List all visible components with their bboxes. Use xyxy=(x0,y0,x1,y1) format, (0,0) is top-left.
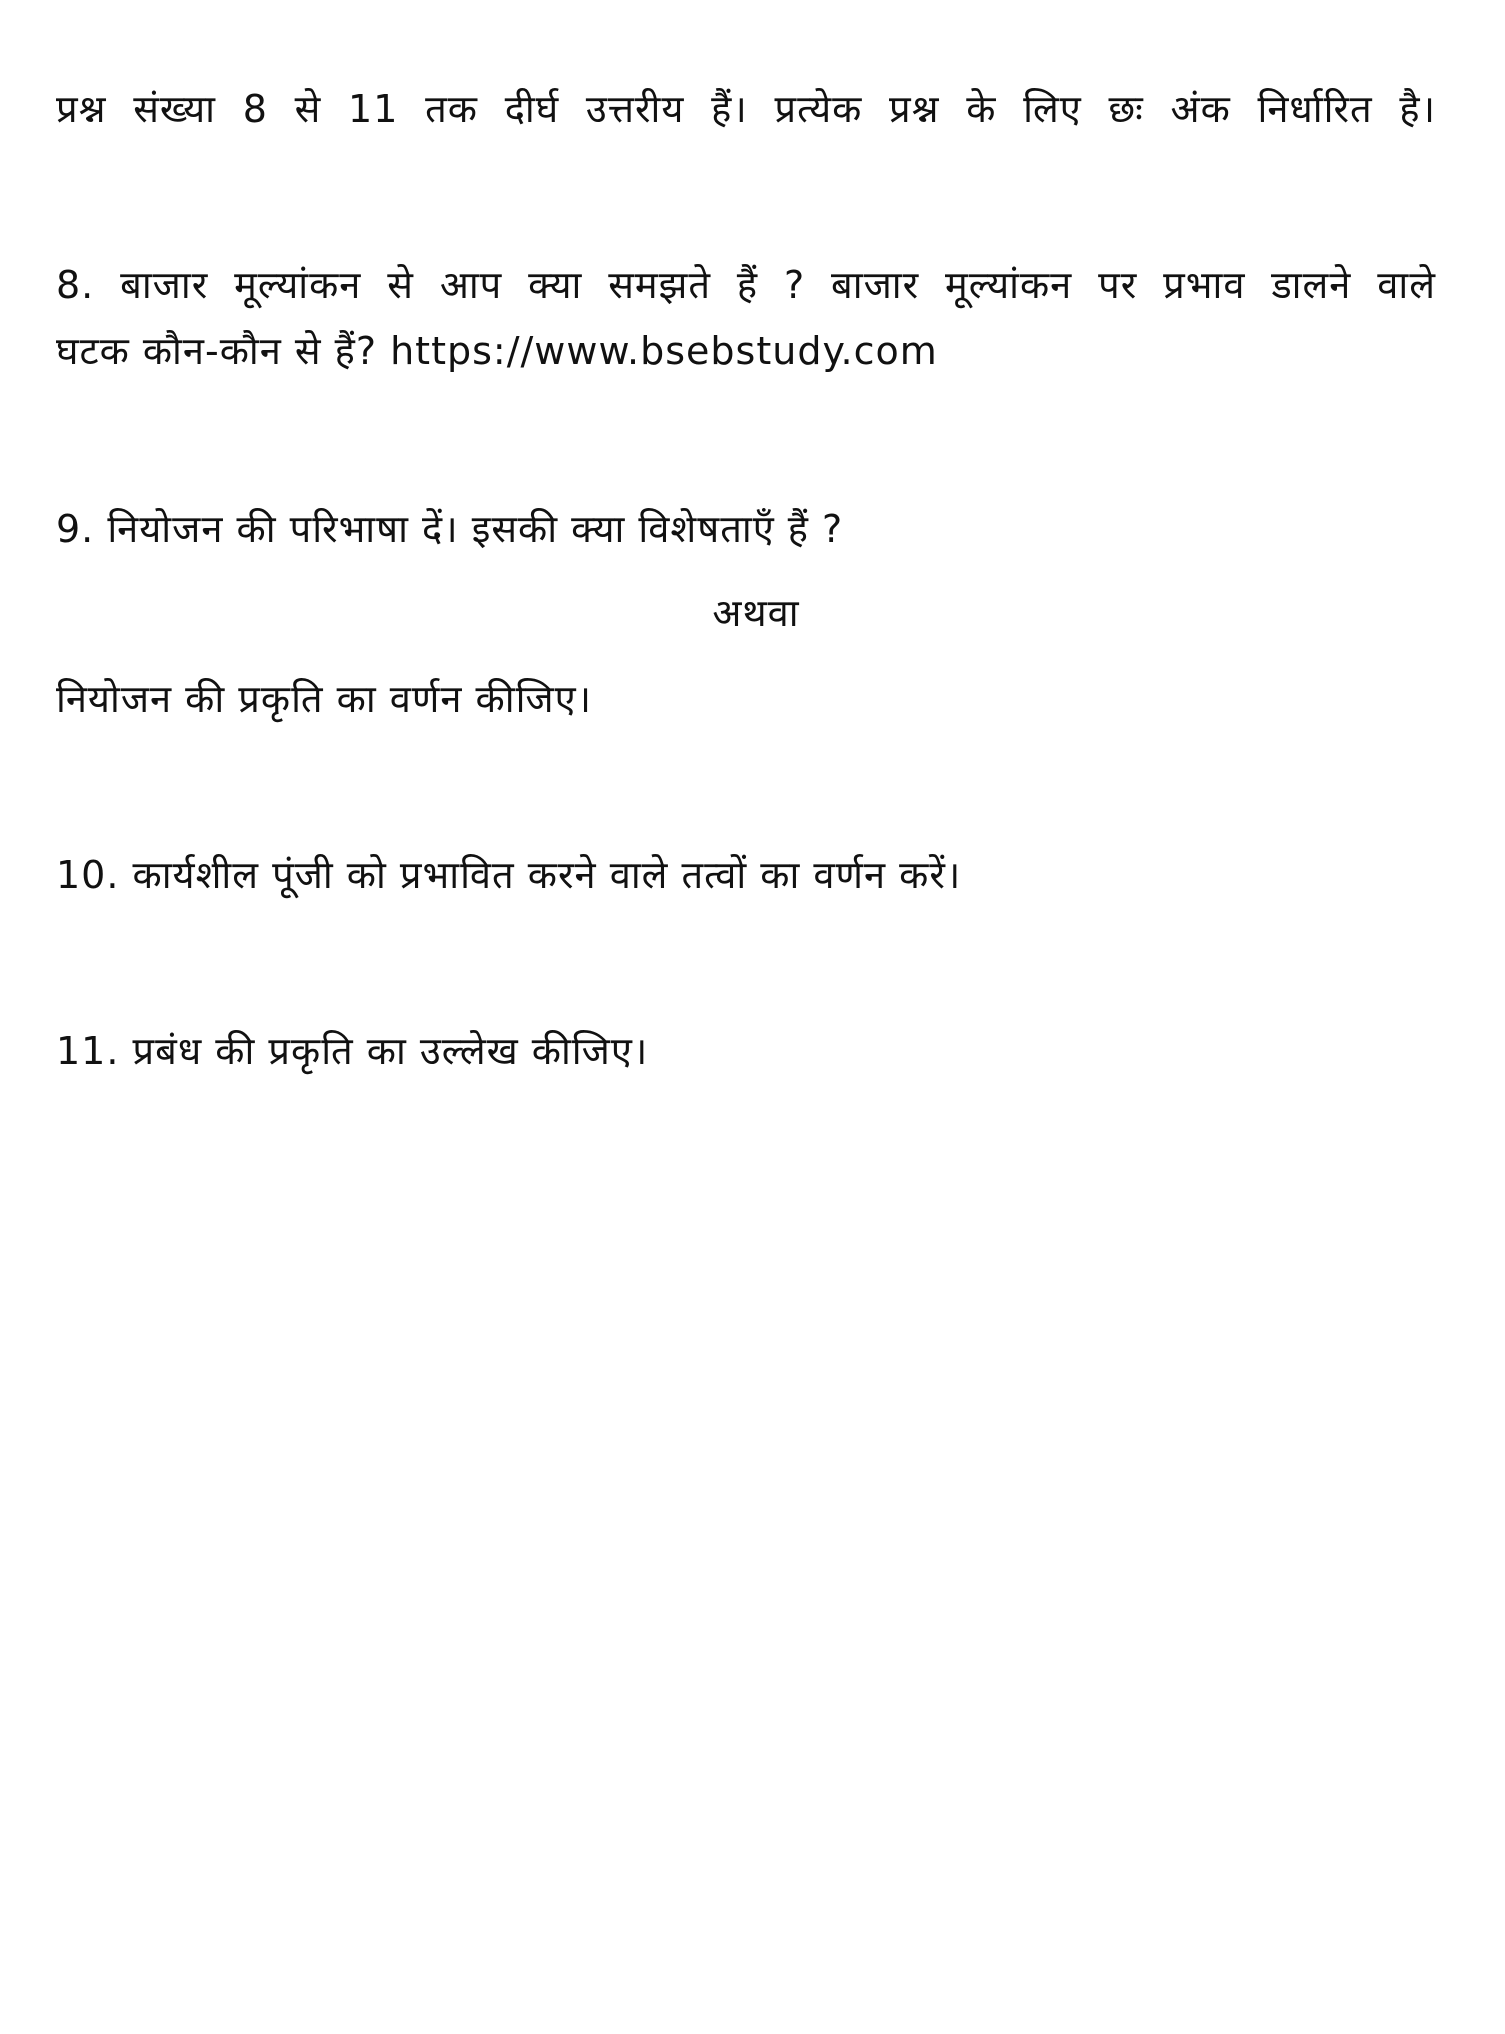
question-9: 9. नियोजन की परिभाषा दें। इसकी क्या विशेषताएँ हैं ? xyxy=(56,507,844,551)
question-11: 11. प्रबंध की प्रकृति का उल्लेख कीजिए। xyxy=(56,1029,649,1073)
question-10: 10. कार्यशील पूंजी को प्रभावित करने वाले तत्वों का वर्णन करें। xyxy=(56,853,962,897)
section-instructions: प्रश्न संख्या 8 से 11 तक दीर्घ उत्तरीय हैं। प्रत्येक प्रश्न के लिए छः अंक निर्धारित है। xyxy=(56,87,1436,131)
question-8-line-2: घटक कौन-कौन से हैं? https://www.bsebstudy.com xyxy=(56,329,938,373)
or-divider-label: अथवा xyxy=(712,591,800,635)
question-8-line-1: 8. बाजार मूल्यांकन से आप क्या समझते हैं ? बाजार मूल्यांकन पर प्रभाव डालने वाले xyxy=(56,263,1436,307)
question-9-alternative: नियोजन की प्रकृति का वर्णन कीजिए। xyxy=(56,677,593,721)
